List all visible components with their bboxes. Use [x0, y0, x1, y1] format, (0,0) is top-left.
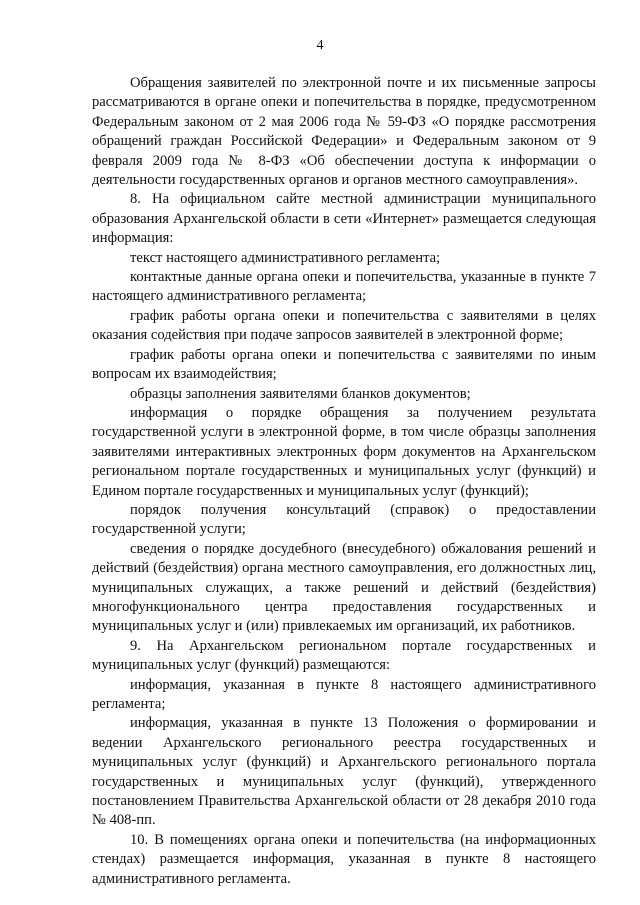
paragraph-appeals-email: Обращения заявителей по электронной почте и их письменные запросы рассматриваются в органе опеки и попечительства в порядке, предусмотренном Федеральным законом от 2 мая 2006 года № 59-ФЗ «О порядке рассмотрения обращений граждан Российской Федерации» и Федеральным законом от 9 февраля 2009 года № 8-ФЗ «Об обеспечении доступа к информации о деятельности государственных органов и органов местного самоуправления».: [92, 75, 596, 189]
paragraph-schedule-electronic: график работы органа опеки и попечительства с заявителями в целях оказания содействия при подаче запросов заявителей в электронной форме;: [92, 307, 596, 344]
paragraph-consultations: порядок получения консультаций (справок) о предоставлении государственной услуги;: [92, 501, 596, 538]
page-number: 4: [316, 38, 324, 53]
paragraph-electronic-result: информация о порядке обращения за получением результата государственной услуги в электронной форме, в том числе образцы заполнения заявителями интерактивных электронных форм документов на Архангельском региональном портале государственных и муниципальных услуг (функций) и Едином портале государственных и муниципальных услуг (функций);: [92, 404, 596, 499]
paragraph-schedule-other: график работы органа опеки и попечительства с заявителями по иным вопросам их взаимодействия;: [92, 346, 596, 383]
document-body: [92, 74, 596, 889]
paragraph-item-9: 9. На Архангельском региональном портале государственных и муниципальных услуг (функций) размещаются:: [92, 637, 596, 674]
paragraph-item-8: 8. На официальном сайте местной администрации муниципального образования Архангельской области в сети «Интернет» размещается следующая информация:: [92, 191, 596, 247]
paragraph-appeal-procedure: сведения о порядке досудебного (внесудебного) обжалования решений и действий (бездействия) органа местного самоуправления, его должностных лиц, муниципальных служащих, а также решений и действий (бездействия) многофункционального центра предоставления государственных и муниципальных услуг и (или) привлекаемых им организаций, их работников.: [92, 540, 596, 635]
paragraph-contact-data: контактные данные органа опеки и попечительства, указанные в пункте 7 настоящего административного регламента;: [92, 269, 596, 305]
paragraph-regulation-text: текст настоящего административного регламента;: [130, 249, 441, 266]
paragraph-form-samples: образцы заполнения заявителями бланков документов;: [130, 385, 471, 402]
paragraph-info-item-8: информация, указанная в пункте 8 настоящего административного регламента;: [92, 676, 596, 712]
paragraph-info-item-13: информация, указанная в пункте 13 Положения о формировании и ведении Архангельского регионального реестра государственных и муниципальных услуг (функций) и Архангельского регионального портала государственных и муниципальных услуг (функций), утвержденного постановлением Правительства Архангельской области от 28 декабря 2010 года № 408-пп.: [92, 715, 596, 829]
paragraph-item-10: 10. В помещениях органа опеки и попечительства (на информационных стендах) размещается информация, указанная в пункте 8 настоящего административного регламента.: [92, 831, 596, 887]
